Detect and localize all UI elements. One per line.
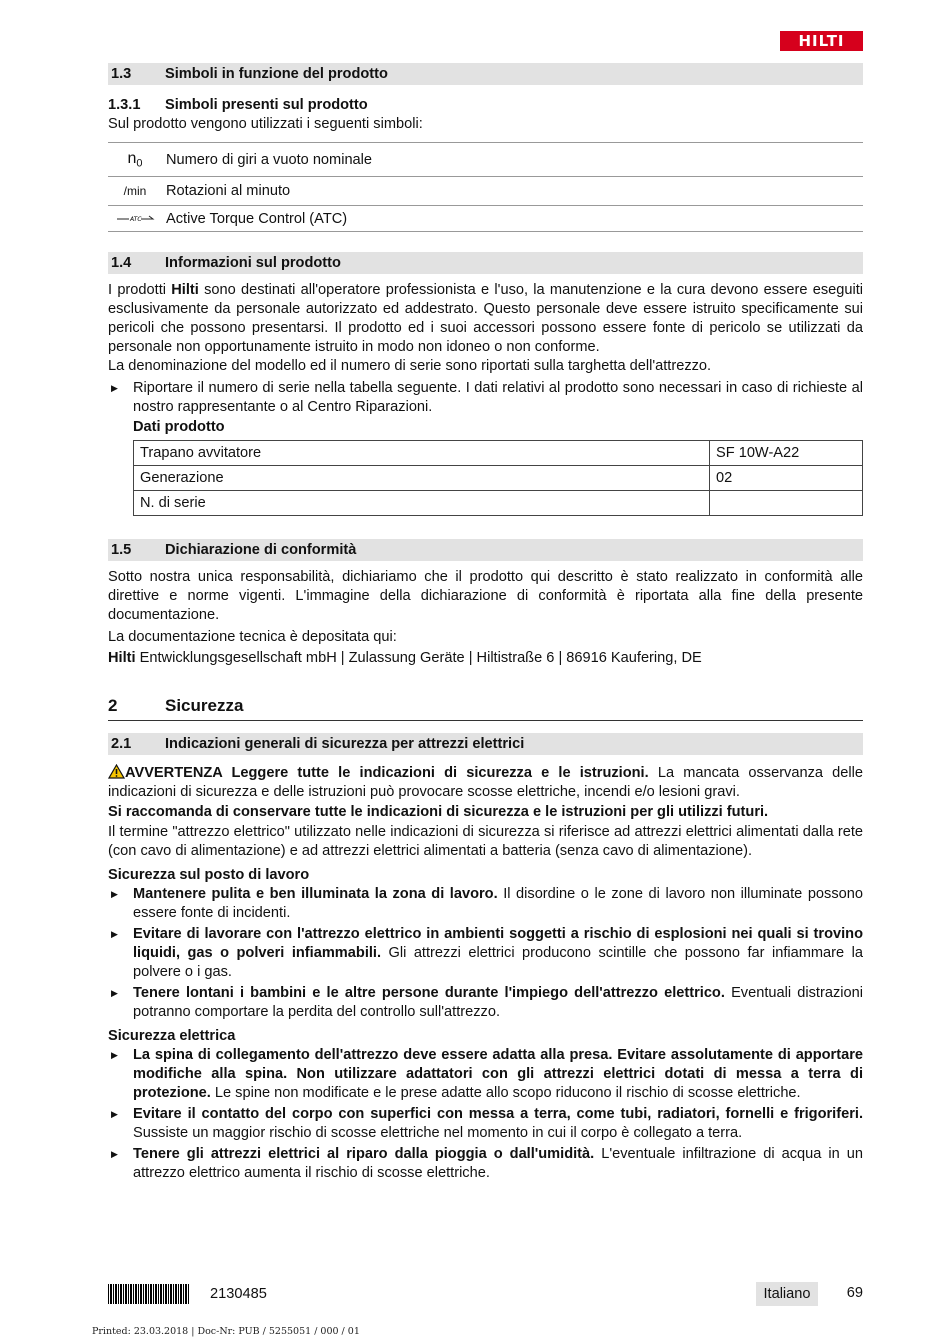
product-info-paragraph: I prodotti Hilti sono destinati all'operatore professionista e l'uso, la manutenzione e la cura devono essere eseguiti esclusivamente da personale autorizzato ed addestrato. Questo personale deve essere istruito specificamente sui pericoli che possono presentarsi. Il prodotto ed i suoi accessori possono essere fonte di pericolo se utilizzati da personale non opportunamente istruito in modo non idoneo o non conforme. — [108, 282, 863, 355]
table-value: 02 — [710, 466, 863, 491]
list-item: ▶ La spina di collegamento dell'attrezzo deve essere adatta alla presa. Evitare assolutamente di apportare modifiche alla spina. Non utilizzare adattatori con gli attrezzi elettrici dotati di messa a terra di protezione. Le spine non modificate e le prese adatte allo scopo riducono il rischio di scosse elettriche. — [108, 1046, 863, 1103]
section-title: Dichiarazione di conformità — [165, 542, 357, 558]
barcode-icon — [108, 1284, 190, 1304]
tech-doc-paragraph: La documentazione tecnica è depositata qui: — [108, 629, 397, 645]
chapter-title: Sicurezza — [165, 696, 244, 715]
section-2-1-heading — [108, 733, 863, 755]
conformity-paragraph: Sotto nostra unica responsabilità, dichiariamo che il prodotto qui descritto è stato realizzato in conformità alle direttive e norme vigenti. L'immagine della dichiarazione di conformità è riportata alla fine della presente documentazione. — [108, 569, 863, 623]
section-1-3-1-heading — [108, 95, 863, 115]
section-1-3-heading — [108, 63, 863, 85]
section-number: 1.4 — [111, 255, 132, 271]
model-serial-paragraph: La denominazione del modello ed il numero di serie sono riportati sulla targhetta dell'attrezzo. — [108, 358, 712, 374]
table-row — [134, 491, 863, 516]
data-title: Dati prodotto — [133, 419, 225, 435]
symbols-table — [108, 142, 863, 232]
chapter-2-heading — [108, 692, 863, 721]
symbol-description: Active Torque Control (ATC) — [162, 206, 863, 232]
section-number: 1.3 — [111, 66, 132, 82]
section-number: 2.1 — [111, 736, 132, 752]
electrical-safety-heading: Sicurezza elettrica — [108, 1028, 236, 1044]
bullet-icon: ▶ — [111, 383, 118, 393]
page-body — [108, 0, 863, 1183]
n0-symbol: $n_0$ — [108, 143, 162, 177]
list-item: ▶ Evitare il contatto del corpo con superfici con messa a terra, come tubi, radiatori, fornelli e frigoriferi. Sussiste un maggior rischio di scosse elettriche nel momento in cui il corpo è collegato a terra. — [108, 1105, 863, 1143]
print-info: Printed: 23.03.2018 | Doc-Nr: PUB / 5255051 / 000 / 01 — [92, 1326, 360, 1337]
symbol-row — [108, 206, 863, 232]
list-item: ▶ Tenere gli attrezzi elettrici al riparo dalla pioggia o dall'umidità. L'eventuale infiltrazione di acqua in un attrezzo elettrico aumenta il rischio di scosse elettriche. — [108, 1145, 863, 1183]
bullet-icon: ▶ — [111, 1149, 118, 1159]
table-row — [134, 441, 863, 466]
table-key: Trapano avvitatore — [134, 441, 710, 466]
page-footer — [108, 1282, 863, 1306]
bullet-text: Riportare il numero di serie nella tabella seguente. I dati relativi al prodotto sono necessari in caso di richieste al nostro rappresentante o al Centro Riparazioni. — [133, 380, 863, 415]
bullet-icon: ▶ — [111, 988, 118, 998]
table-key: Generazione — [134, 466, 710, 491]
list-item: ▶ Mantenere pulita e ben illuminata la zona di lavoro. Il disordine o le zone di lavoro non illuminate possono essere fonte di incidenti. — [108, 885, 863, 923]
address-paragraph: Hilti Entwicklungsgesellschaft mbH | Zulassung Geräte | Hiltistraße 6 | 86916 Kaufering, DE — [108, 650, 702, 666]
language-label: Italiano — [756, 1282, 818, 1306]
symbol-row — [108, 177, 863, 206]
symbols-intro: Sul prodotto vengono utilizzati i seguenti simboli: — [108, 116, 423, 132]
table-value — [710, 491, 863, 516]
bullet-icon: ▶ — [111, 889, 118, 899]
bullet-icon: ▶ — [111, 1109, 118, 1119]
warning-icon — [108, 764, 125, 779]
section-title: Indicazioni generali di sicurezza per attrezzi elettrici — [165, 736, 525, 752]
hilti-logo: HILTI — [780, 31, 863, 51]
work-safety-heading: Sicurezza sul posto di lavoro — [108, 867, 310, 883]
per-minute-symbol: /min — [108, 177, 162, 206]
list-item — [108, 379, 863, 437]
symbol-description: Rotazioni al minuto — [162, 177, 863, 206]
page-number: 69 — [846, 1285, 863, 1301]
section-1-4-heading — [108, 252, 863, 274]
product-data-table — [133, 440, 863, 516]
warning-paragraph: AVVERTENZA Leggere tutte le indicazioni di sicurezza e le istruzioni. La mancata osservanza delle indicazioni di sicurezza e delle istruzioni può provocare scosse elettriche, incendi e/o lesioni gravi. — [108, 765, 864, 800]
section-title: Simboli in funzione del prodotto — [165, 66, 388, 82]
section-number: 1.3.1 — [108, 97, 141, 113]
table-key: N. di serie — [134, 491, 710, 516]
bullet-icon: ▶ — [111, 929, 118, 939]
atc-icon — [108, 206, 162, 232]
symbol-description: Numero di giri a vuoto nominale — [162, 143, 863, 177]
section-1-5-heading — [108, 539, 863, 561]
table-value: SF 10W-A22 — [710, 441, 863, 466]
section-title: Simboli presenti sul prodotto — [165, 97, 368, 113]
bullet-icon: ▶ — [111, 1050, 118, 1060]
symbol-row — [108, 143, 863, 177]
table-row — [134, 466, 863, 491]
section-number: 1.5 — [111, 542, 132, 558]
chapter-number: 2 — [108, 696, 118, 715]
svg-text:ATC: ATC — [130, 215, 142, 223]
list-item: ▶ Evitare di lavorare con l'attrezzo elettrico in ambienti soggetti a rischio di esplosioni nei quali si trovino liquidi, gas o polveri infiammabili. Gli attrezzi elettrici producono scintille che possono far infiammare la polvere o i gas. — [108, 925, 863, 982]
doc-number: 2130485 — [210, 1286, 267, 1302]
keep-instructions: Si raccomanda di conservare tutte le indicazioni di sicurezza e le istruzioni per gli utilizzi futuri. — [108, 804, 769, 820]
section-title: Informazioni sul prodotto — [165, 255, 341, 271]
term-paragraph: Il termine "attrezzo elettrico" utilizzato nelle indicazioni di sicurezza si riferisce ad attrezzi elettrici alimentati dalla rete (con cavo di alimentazione) e ad attrezzi elettrici alimentati a batteria (senza cavo di alimentazione). — [108, 824, 863, 859]
list-item: ▶ Tenere lontani i bambini e le altre persone durante l'impiego dell'attrezzo elettrico. Eventuali distrazioni potranno comportare la perdita del controllo sull'attrezzo. — [108, 984, 863, 1022]
